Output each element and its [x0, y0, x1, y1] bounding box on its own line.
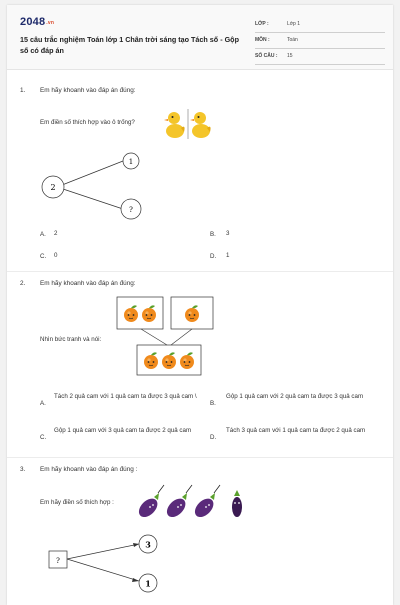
option-a-letter[interactable]: A. — [40, 231, 46, 238]
option-c-text[interactable]: Gộp 1 quả cam với 3 quả cam ta được 2 quả cam — [54, 427, 192, 434]
number-tree-1 — [37, 149, 147, 225]
tree-top-value: 1 — [128, 158, 134, 166]
question-number: 3. — [20, 466, 26, 473]
question-subtext: Em hãy điền số thích hợp : — [40, 499, 114, 506]
page-title: 15 câu trắc nghiệm Toán lớp 1 Chân trời sáng tạo Tách số - Gộp số có đáp án — [20, 35, 239, 55]
question-prompt: Em hãy khoanh vào đáp án đúng: — [40, 280, 136, 287]
question-subtext: Em điền số thích hợp vào ô trống? — [40, 119, 135, 126]
tree-bottom-value: 1 — [145, 578, 151, 589]
meta-label: LỚP : — [255, 21, 269, 27]
meta-label: SỐ CÂU : — [255, 53, 278, 59]
tree-top-value: 3 — [145, 539, 151, 550]
option-a-text[interactable]: 2 — [54, 230, 58, 237]
document-header — [7, 5, 393, 70]
option-a-letter[interactable]: A. — [40, 400, 46, 407]
meta-row-count — [255, 49, 385, 65]
meta-row-class — [255, 17, 385, 33]
option-b-text[interactable]: Gộp 1 quả cam với 2 quả cam ta được 3 quả cam — [226, 393, 364, 400]
meta-info — [255, 17, 385, 65]
option-d-text[interactable]: 1 — [226, 252, 230, 259]
option-a-text[interactable]: Tách 2 quả cam với 1 quả cam ta được 3 quả cam \ — [54, 393, 197, 400]
eggplant-icon — [137, 483, 255, 523]
tree-bottom-value: ? — [129, 206, 133, 214]
meta-value: Toán — [287, 37, 298, 43]
question-number: 1. — [20, 87, 26, 94]
site-logo[interactable]: 2048.vn — [20, 16, 55, 28]
meta-row-subject — [255, 33, 385, 49]
document-page — [7, 5, 393, 605]
question-prompt: Em hãy khoanh vào đáp án đúng: — [40, 87, 136, 94]
divider — [7, 271, 393, 272]
option-b-text[interactable]: 3 — [226, 230, 230, 237]
option-d-letter[interactable]: D. — [210, 434, 217, 441]
option-d-letter[interactable]: D. — [210, 253, 217, 260]
divider — [7, 457, 393, 458]
meta-value: 15 — [287, 53, 293, 59]
meta-value: Lớp 1 — [287, 21, 301, 27]
question-number: 2. — [20, 280, 26, 287]
option-b-letter[interactable]: B. — [210, 400, 216, 407]
meta-label: MÔN : — [255, 37, 270, 43]
option-c-letter[interactable]: C. — [40, 434, 47, 441]
option-c-letter[interactable]: C. — [40, 253, 47, 260]
tree-root-value: ? — [56, 557, 60, 565]
tree-root-value: 2 — [50, 183, 56, 192]
option-b-letter[interactable]: B. — [210, 231, 216, 238]
duck-icon — [163, 107, 213, 141]
orange-picture — [115, 295, 225, 377]
number-tree-3 — [37, 529, 167, 601]
option-c-text[interactable]: 0 — [54, 252, 58, 259]
option-d-text[interactable]: Tách 3 quả cam với 1 quả cam ta được 2 quả cam — [226, 427, 366, 434]
question-subtext: Nhìn bức tranh và nói: — [40, 336, 102, 343]
question-prompt: Em hãy khoanh vào đáp án đúng : — [40, 466, 138, 473]
